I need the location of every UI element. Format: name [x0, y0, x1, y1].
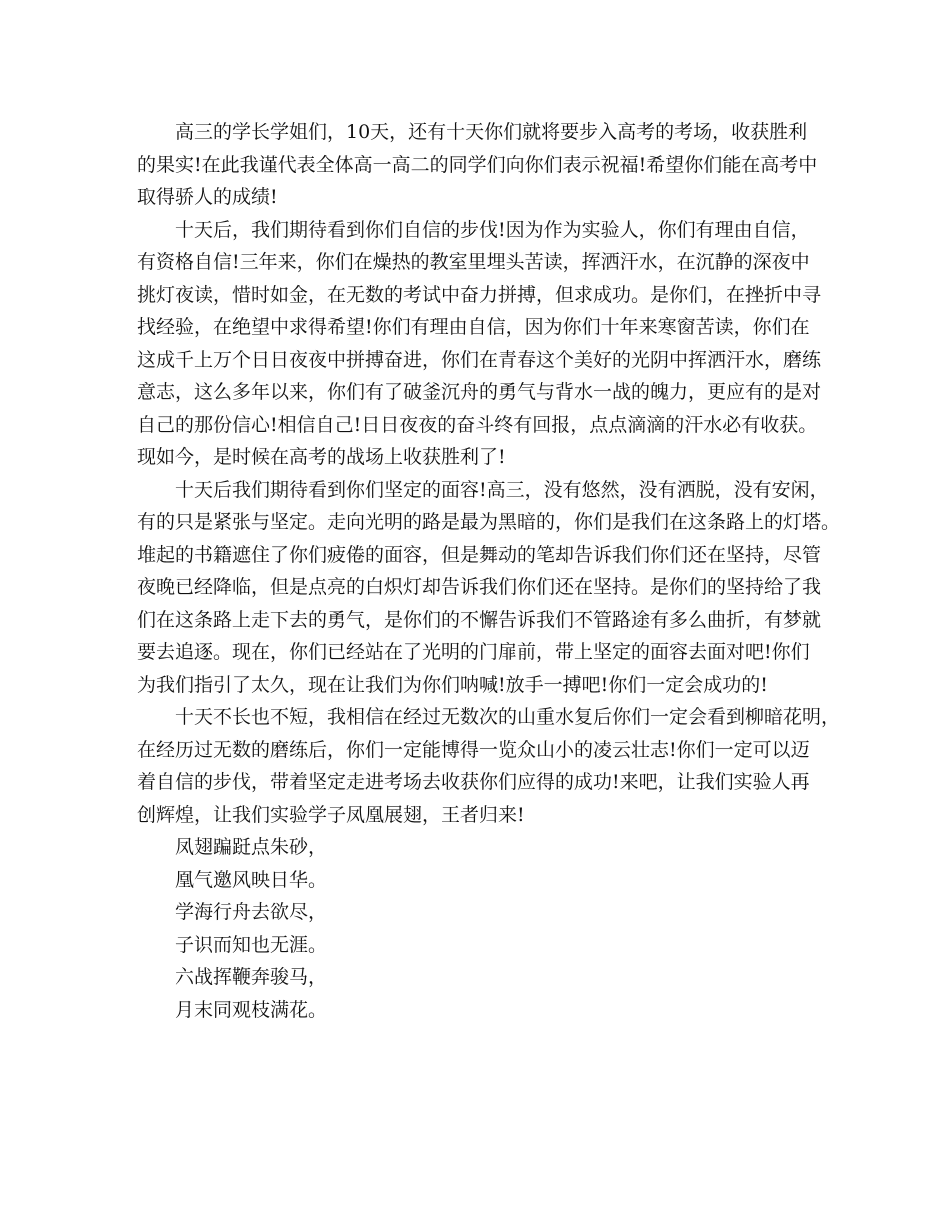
paragraph-line: 十天后，我们期待看到你们自信的步伐!因为作为实验人，你们有理由自信，: [175, 218, 810, 241]
paragraph-2: [137, 214, 822, 474]
paragraph-1: [137, 116, 817, 214]
paragraph-line: 在经历过无数的磨练后，你们一定能博得一览众山小的凌云壮志!你们一定可以迈: [137, 738, 810, 761]
poem-line: 学海行舟去欲尽，: [175, 901, 328, 923]
paragraph-line: 自己的那份信心!相信自己!日日夜夜的奋斗终有回报，点点滴滴的汗水必有收获。: [137, 413, 818, 436]
paragraph-line: 们在这条路上走下去的勇气，是你们的不懈告诉我们不管路途有多么曲折，有梦就: [137, 608, 822, 631]
paragraph-line: 有的只是紧张与坚定。走向光明的路是最为黑暗的，你们是我们在这条路上的灯塔。: [137, 511, 841, 533]
paragraph-line: 意志，这么多年以来，你们有了破釜沉舟的勇气与背水一战的魄力，更应有的是对: [137, 381, 822, 403]
paragraph-line: 创辉煌，让我们实验学子凤凰展翅，王者归来!: [137, 803, 525, 826]
poem-line: 凰气邀风映日华。: [175, 868, 328, 891]
poem: [137, 831, 817, 1026]
paragraph-line: 挑灯夜读，惜时如金，在无数的考试中奋力拼搏，但求成功。是你们，在挫折中寻: [137, 283, 822, 306]
paragraph-line: 有资格自信!三年来，你们在燥热的教室里埋头苦读，挥洒汗水，在沉静的深夜中: [137, 251, 810, 273]
paragraph-line: 这成千上万个日日夜夜中拼搏奋进，你们在青春这个美好的光阴中挥洒汗水，磨练: [137, 348, 822, 371]
paragraph-line: 现如今，是时候在高考的战场上收获胜利了!: [137, 446, 506, 468]
paragraph-3: [137, 474, 841, 702]
poem-line: 子识而知也无涯。: [175, 933, 328, 956]
paragraph-line: 夜晚已经降临，但是点亮的白炽灯却告诉我们你们还在坚持。是你们的坚持给了我: [137, 576, 822, 598]
paragraph-line: 为我们指引了太久，现在让我们为你们呐喊!放手一搏吧!你们一定会成功的!: [137, 673, 768, 696]
paragraph-4: [137, 701, 841, 831]
paragraph-line: 着自信的步伐，带着坚定走进考场去收获你们应得的成功!来吧，让我们实验人再: [137, 771, 810, 793]
paragraph-line: 要去追逐。现在，你们已经站在了光明的门扉前，带上坚定的面容去面对吧!你们: [137, 641, 810, 663]
poem-line: 月末同观枝满花。: [175, 998, 328, 1021]
poem-line: 凤翅蹁跹点朱砂，: [175, 836, 328, 858]
paragraph-line: 堆起的书籍遮住了你们疲倦的面容，但是舞动的笔却告诉我们你们还在坚持，尽管: [137, 543, 822, 566]
paragraph-line: 高三的学长学姐们，10天，还有十天你们就将要步入高考的考场，收获胜利: [175, 121, 808, 143]
poem-line: 六战挥鞭奔骏马，: [175, 966, 328, 988]
paragraph-line: 的果实!在此我谨代表全体高一高二的同学们向你们表示祝福!希望你们能在高考中: [137, 153, 818, 176]
paragraph-line: 找经验，在绝望中求得希望!你们有理由自信，因为你们十年来寒窗苦读，你们在: [137, 316, 810, 338]
paragraph-line: 十天后我们期待看到你们坚定的面容!高三，没有悠然，没有洒脱，没有安闲，: [175, 478, 829, 501]
paragraph-line: 取得骄人的成绩!: [137, 186, 278, 208]
document-page: [137, 116, 841, 1026]
paragraph-line: 十天不长也不短，我相信在经过无数次的山重水复后你们一定会看到柳暗花明，: [175, 706, 841, 728]
